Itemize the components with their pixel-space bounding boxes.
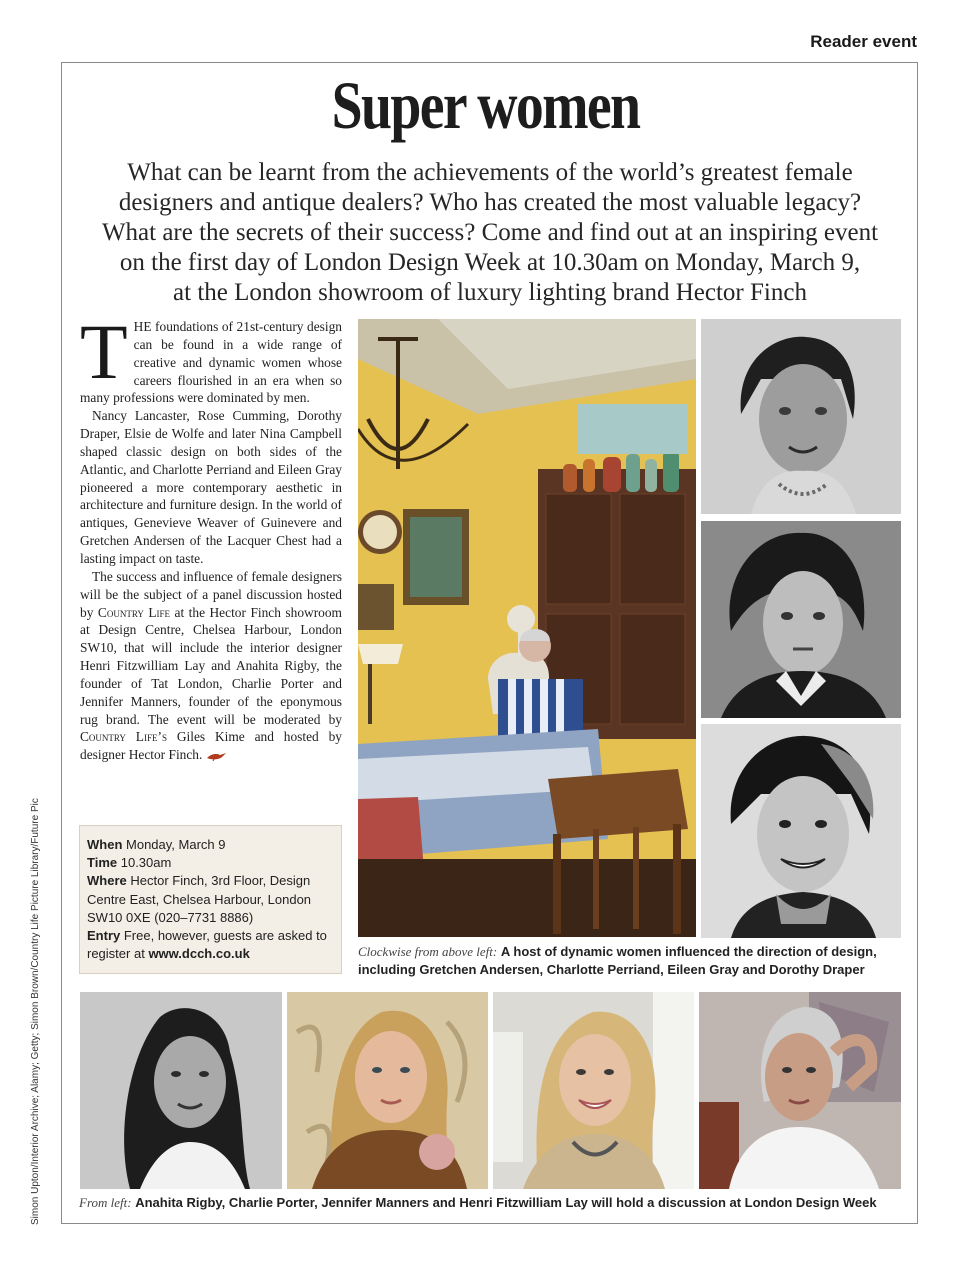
standfirst-line: What are the secrets of their success? Come and find out at an inspiring event (101, 219, 879, 246)
event-where (87, 872, 334, 927)
where-label: Where (87, 873, 127, 889)
interior-photo (358, 319, 696, 937)
caption-lead: Clockwise from above left: (358, 944, 498, 959)
brand-name: Country Life (97, 604, 170, 620)
main-caption (358, 943, 903, 979)
when-label: When (87, 837, 123, 852)
standfirst-line: designers and antique dealers? Who has created the most valuable legacy? (118, 189, 862, 216)
event-when (87, 836, 334, 854)
headline: Super women (331, 67, 640, 143)
when-value: Monday, March 9 (126, 837, 226, 852)
panelist-photo-jennifer-manners (493, 992, 694, 1189)
portrait-photo-1 (701, 319, 901, 514)
caption-text: A host of dynamic women influenced the direction of design, including Gretchen Andersen, Charlotte Perriand, Eileen Gray and Dorothy Draper (358, 944, 877, 977)
paragraph-text: Giles Kime and hosted by designer Hector Finch. (80, 729, 342, 763)
brand-name: Country Life’s (80, 729, 167, 745)
panelist-photo-henri-fitzwilliam-lay (699, 992, 901, 1189)
portrait-photo-2 (701, 521, 901, 718)
paragraph (80, 568, 342, 764)
paragraph-text: HE foundations of 21st-century design can be found in a wide range of creative and dynamic women whose careers flourished in an era when so many professions were dominated by men. (80, 319, 342, 406)
standfirst (70, 158, 910, 308)
time-label: Time (87, 855, 118, 871)
register-link[interactable]: www.dcch.co.uk (148, 946, 250, 962)
portrait-photo-3 (701, 724, 901, 938)
pheasant-end-icon (206, 751, 228, 761)
event-entry (87, 927, 334, 963)
paragraph: Nancy Lancaster, Rose Cumming, Dorothy Draper, Elsie de Wolfe and later Nina Campbell shaped classic design on both sides of the Atlantic, and Charlotte Perriand and Eileen Gray pioneered a more contemporary aesthetic in architecture and furniture design. In the world of antiques, Genevieve Weaver of Guinevere and Gretchen Andersen of the Lacquer Chest had a lasting impact on taste. (80, 408, 342, 566)
drop-cap: T (80, 308, 128, 395)
standfirst-line: on the first day of London Design Week at 10.30am on Monday, March 9, (119, 249, 861, 276)
entry-label: Entry (87, 928, 121, 944)
event-time (87, 854, 334, 872)
panelist-photo-anahita-rigby (80, 992, 282, 1189)
time-value: 10.30am (120, 855, 172, 871)
standfirst-line: What can be learnt from the achievements of the world’s greatest female (127, 159, 853, 186)
panelist-photo-charlie-porter (287, 992, 488, 1189)
body-text (80, 308, 342, 764)
paragraph-text: at the Hector Finch showroom at Design Centre, Chelsea Harbour, London SW10, that will include the interior designer Henri Fitzwilliam Lay and Anahita Rigby, the founder of Tat London, Charlie Porter and Jennifer Manners, founder of the eponymous rug brand. The event will be moderated by (80, 604, 342, 727)
standfirst-line: at the London showroom of luxury lighting brand Hector Finch (173, 279, 807, 306)
photo-credit: Simon Upton/Interior Archive; Alamy; Getty; Simon Brown/Country Life Picture Library/Future Pic (30, 798, 41, 1225)
section-label: Reader event (810, 32, 917, 51)
where-value: Hector Finch, 3rd Floor, Design Centre East, Chelsea Harbour, London SW10 0XE (020–7731 8886) (87, 873, 312, 925)
event-info-box (79, 825, 342, 974)
caption-lead: From left: (79, 1195, 132, 1210)
caption-text: Anahita Rigby, Charlie Porter, Jennifer Manners and Henri Fitzwilliam Lay will hold a discussion at London Design Week (135, 1195, 877, 1210)
paragraph-text: The success and influence of female designers will be the subject of a panel discussion hosted by (80, 568, 342, 620)
entry-value: Free, however, guests are asked to register at (87, 928, 327, 962)
bottom-caption (79, 1194, 919, 1212)
paragraph (80, 308, 342, 407)
